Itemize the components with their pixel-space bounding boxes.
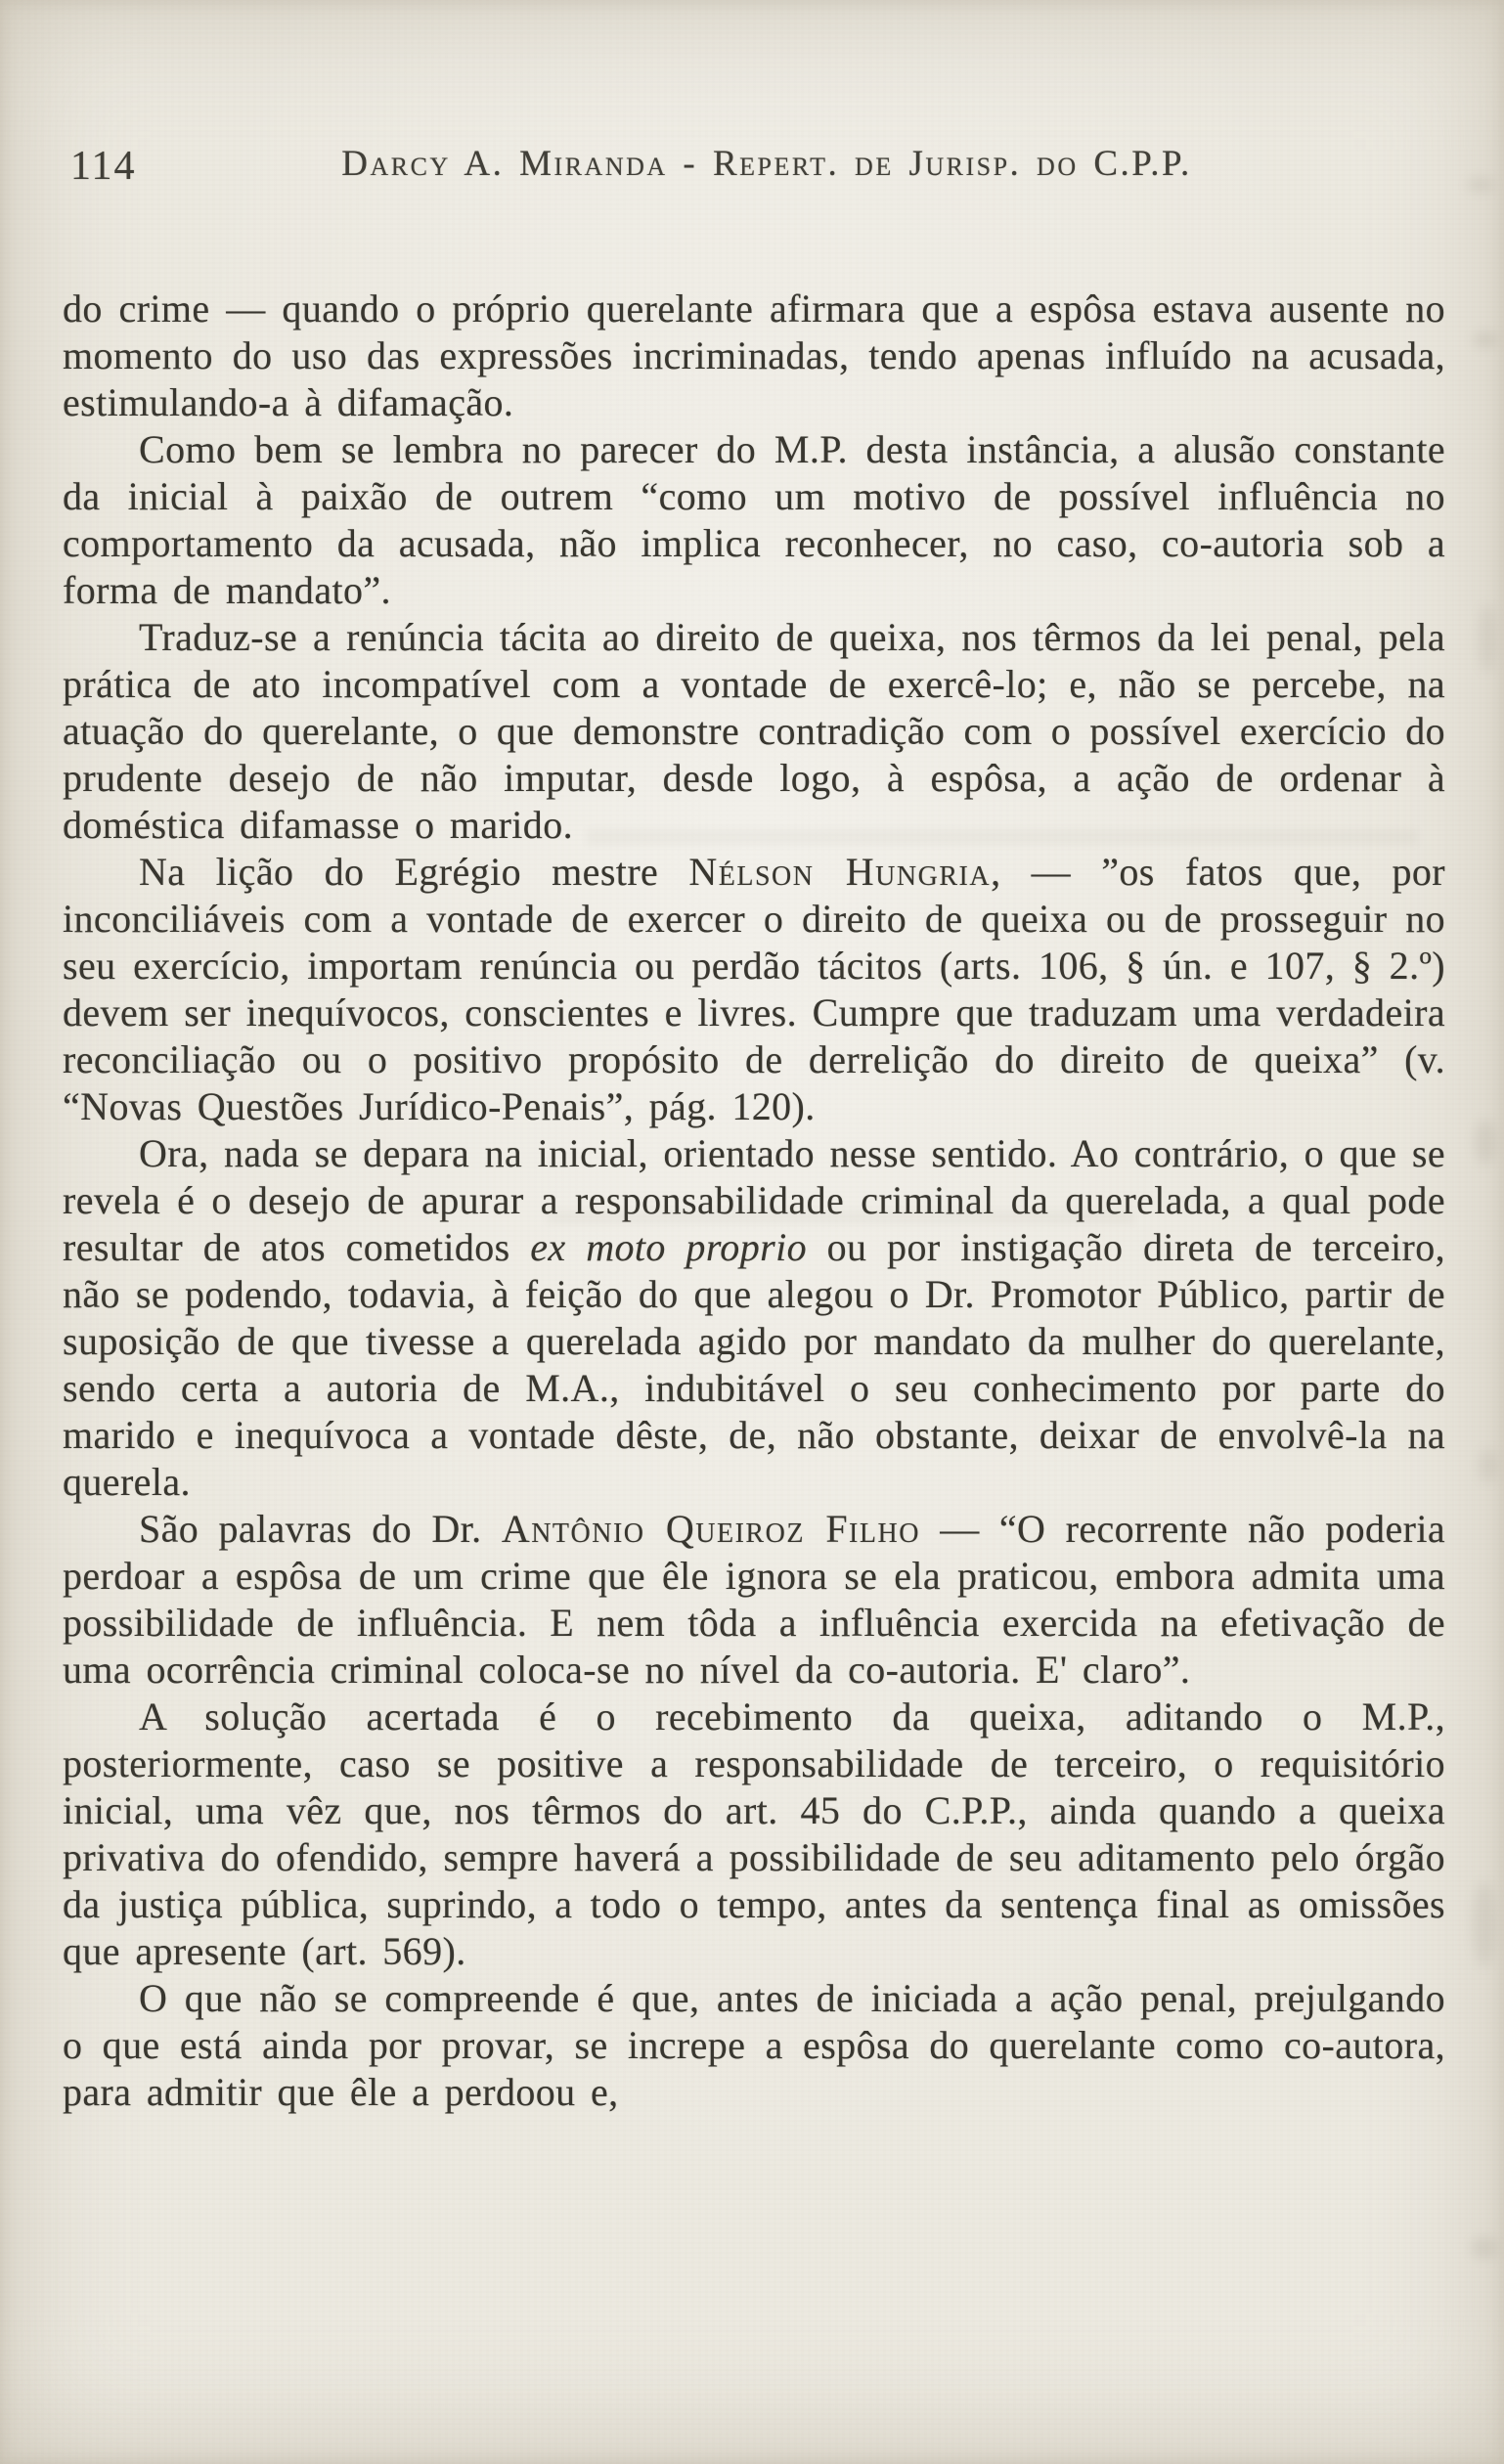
running-title: Darcy A. Miranda - Repert. de Jurisp. do C.P.P. [341, 144, 1192, 184]
text-segment: — “O recorrente não poderia perdoar a espôsa de um crime que êle ignora se ela praticou, embora admita uma possibilidade de influência. E nem tôda a influência exercida na efetivação de uma ocorrência criminal coloca-se no nível da co-autoria. E' claro”. [63, 1507, 1445, 1692]
text-segment: Traduz-se a renúncia tácita ao direito de queixa, nos têrmos da lei penal, pela prática de ato incompatível com a vontade de exercê-lo; e, não se percebe, na atuação do querelante, o que demonstre contradição com o possível exercício do prudente desejo de não imputar, desde logo, à espôsa, a ação de ordenar à doméstica difamasse o marido. [63, 615, 1445, 847]
paragraph [63, 1130, 1445, 1506]
paragraph [63, 286, 1445, 426]
person-name: Nélson Hungria [688, 850, 992, 894]
page-header [63, 139, 1447, 194]
paragraph [63, 614, 1445, 849]
scan-smudge [1471, 2237, 1498, 2259]
text-segment: Como bem se lembra no parecer do M.P. desta instância, a alusão constante da inicial à paixão de outrem “como um motivo de possível influência no comportamento da acusada, não implica reconhecer, no caso, co-autoria sob a forma de mandato”. [63, 427, 1445, 612]
text-block [63, 286, 1445, 2347]
scan-smudge [1473, 332, 1498, 347]
text-segment: , — ”os fatos que, por inconciliáveis com a vontade de exercer o direito de queixa ou de prosseguir no seu exercício, importam renúncia ou perdão tácitos (arts. 106, § ún. e 107, § 2.º) devem ser inequívocos, conscientes e livres. Cumpre que traduzam uma verdadeira reconciliação ou o positivo propósito de derrelição do direito de queixa” (v. “Novas Questões Jurídico-Penais”, pág. 120). [63, 850, 1445, 1128]
scan-smudge [1473, 1882, 1496, 1966]
text-segment: ou por instigação direta de terceiro, não se podendo, todavia, à feição do que alegou o Dr. Promotor Público, partir de suposição de que tivesse a querelada agido por mandato da mulher do querelante, sendo certa a autoria de M.A., indubitável o seu conhecimento por parte do marido e inequívoca a vontade dêste, de, não obstante, deixar de envolvê-la na querela. [63, 1225, 1445, 1504]
text-segment: do crime — quando o próprio querelante afirmara que a espôsa estava ausente no momento do uso das expressões incriminadas, tendo apenas influído na acusada, estimulando-a à difamação. [63, 286, 1445, 424]
paragraph [63, 849, 1445, 1130]
paragraph [63, 1506, 1445, 1694]
page-number: 114 [70, 144, 137, 189]
text-segment: São palavras do Dr. [139, 1507, 502, 1551]
person-name: Antônio Queiroz Filho [501, 1507, 920, 1551]
text-segment: A solução acertada é o recebimento da queixa, aditando o M.P., posteriormente, caso se positive a responsabilidade de terceiro, o requisitório inicial, uma vêz que, nos têrmos do art. 45 do C.P.P., ainda quando a queixa privativa do ofendido, sempre haverá a possibilidade de seu aditamento pelo órgão da justiça pública, suprindo, a todo o tempo, antes da sentença final as omissões que apresente (art. 569). [63, 1694, 1445, 1973]
paragraph [63, 426, 1445, 614]
scan-smudge [1475, 1120, 1496, 1165]
latin-phrase: ex moto proprio [530, 1225, 807, 1269]
paragraph [63, 1975, 1445, 2116]
text-segment: Ora, nada se depara na inicial, orientado nesse sentido. Ao contrário, o que se revela é o desejo de apurar a responsabilidade criminal da querelada, a qual pode resultar de atos cometidos [63, 1131, 1445, 1269]
paragraph [63, 1694, 1445, 1975]
scan-smudge [1479, 604, 1496, 673]
scan-smudge [1479, 1449, 1498, 1482]
text-segment: Na lição do Egrégio mestre [139, 850, 689, 894]
text-segment: O que não se compreende é que, antes de iniciada a ação penal, prejulgando o que está ainda por provar, se increpe a espôsa do querelante como co-autora, para admitir que êle a perdoou e, [63, 1976, 1445, 2114]
scan-smudge [1467, 178, 1494, 192]
